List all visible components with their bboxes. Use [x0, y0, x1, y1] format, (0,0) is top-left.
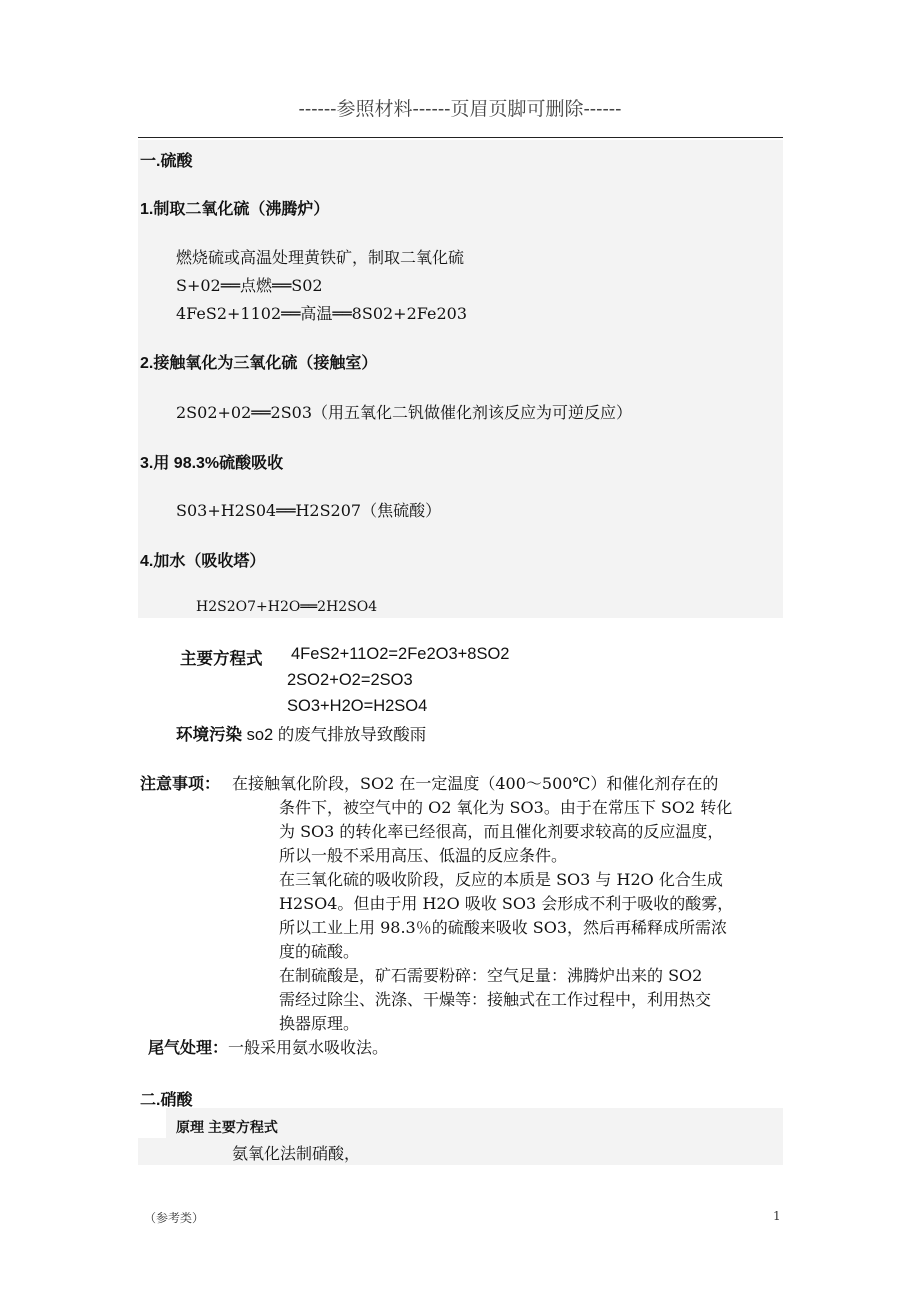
- pollution-line: [176, 721, 426, 745]
- notes-line: 条件下，被空气中的 O2 氧化为 SO3。由于在常压下 SO2 转化: [279, 798, 733, 817]
- step3-heading: 3.用 98.3%硫酸吸收: [140, 455, 284, 472]
- pollution-label: 环境污染: [176, 726, 242, 744]
- section-title-sulfuric: 一.硫酸: [140, 153, 193, 170]
- step1-line: 燃烧硫或高温处理黄铁矿，制取二氧化硫: [176, 248, 465, 267]
- step2-equation: 2S02+02══2S03（用五氧化二钒做催化剂该反应为可逆反应）: [176, 403, 633, 422]
- page-number: 1: [773, 1209, 781, 1223]
- tail-gas-label: 尾气处理：: [148, 1038, 229, 1057]
- header-divider: [138, 137, 783, 138]
- main-equations-label: 主要方程式: [180, 650, 263, 668]
- notes-line: 在制硫酸是，矿石需要粉碎：空气足量：沸腾炉出来的 SO2: [279, 966, 703, 985]
- main-equation: 4FeS2+11O2=2Fe2O3+8SO2: [291, 645, 510, 663]
- section-title-nitric: 二.硝酸: [140, 1092, 193, 1109]
- step4-equation: H2S2O7+H2O══2H2SO4: [196, 599, 378, 615]
- page-header: ------参照材料------页眉页脚可删除------: [298, 99, 622, 120]
- step1-heading: 1.制取二氧化硫（沸腾炉）: [140, 201, 330, 218]
- pollution-text: so2 的废气排放导致酸雨: [242, 726, 427, 744]
- notes-line: 换器原理。: [279, 1014, 360, 1033]
- notes-line: 度的硫酸。: [279, 942, 360, 961]
- step1-equation: 4FeS2+1102══高温══8S02+2Fe203: [176, 304, 467, 323]
- step3-equation: S03+H2S04══H2S207（焦硫酸）: [176, 501, 442, 520]
- step4-heading: 4.加水（吸收塔）: [140, 553, 266, 570]
- notes-label: 注意事项：: [140, 774, 221, 793]
- main-equation: SO3+H2O=H2SO4: [287, 697, 428, 715]
- nitric-line: 氨氧化法制硝酸，: [232, 1144, 361, 1163]
- notes-line: 在接触氧化阶段，SO2 在一定温度（400～500℃）和催化剂存在的: [232, 774, 719, 793]
- nitric-subheading: 原理 主要方程式: [176, 1119, 278, 1135]
- tail-gas-text: 一般采用氨水吸收法。: [228, 1038, 389, 1057]
- notes-line: H2SO4。但由于用 H2O 吸收 SO3 会形成不利于吸收的酸雾，: [279, 894, 734, 913]
- panel-notch: [138, 1108, 166, 1138]
- notes-line: 在三氧化硫的吸收阶段，反应的本质是 SO3 与 H2O 化合生成: [279, 870, 723, 889]
- notes-line: 所以工业上用 98.3％的硫酸来吸收 SO3，然后再稀释成所需浓: [279, 918, 728, 937]
- notes-line: 所以一般不采用高压、低温的反应条件。: [279, 846, 568, 865]
- notes-line: 为 SO3 的转化率已经很高，而且催化剂要求较高的反应温度，: [279, 822, 724, 841]
- main-equation: 2SO2+O2=2SO3: [287, 671, 413, 689]
- tail-gas-line: [148, 1035, 388, 1058]
- step1-equation: S+02══点燃══S02: [176, 276, 323, 295]
- footer-label: （参考类）: [144, 1211, 205, 1225]
- notes-line: 需经过除尘、洗涤、干燥等：接触式在工作过程中，利用热交: [279, 990, 712, 1009]
- step2-heading: 2.接触氧化为三氧化硫（接触室）: [140, 355, 378, 372]
